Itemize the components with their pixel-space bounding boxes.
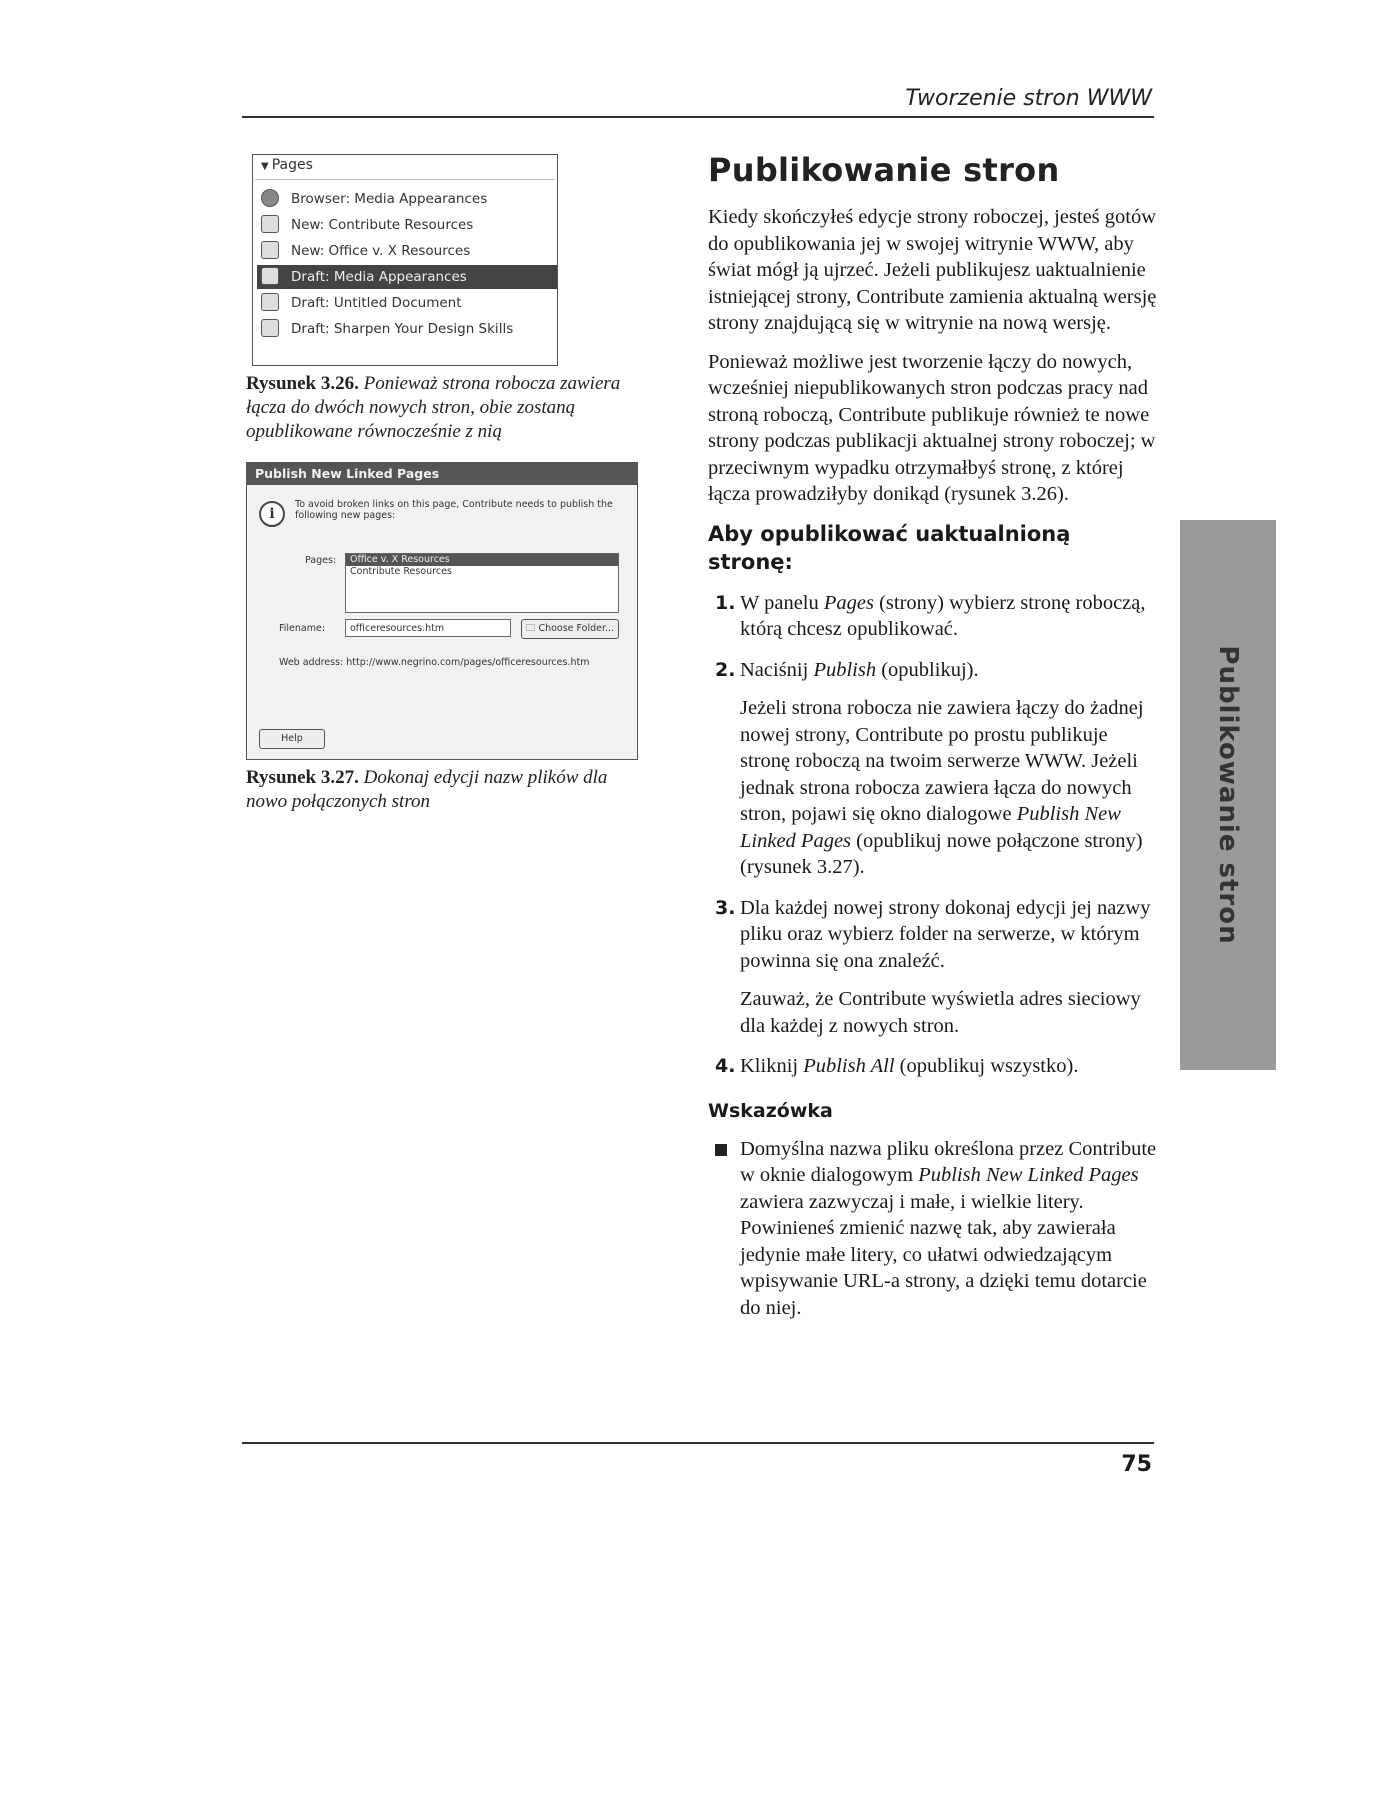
step-text: W panelu <box>740 591 824 614</box>
step-emphasis: Publish New Linked Pages <box>740 803 1121 852</box>
main-column <box>708 150 1158 1333</box>
pages-list <box>345 553 619 613</box>
step-3 <box>708 895 1158 1040</box>
paragraph: Ponieważ możliwe jest tworzenie łączy do nowych, wcześniej niepublikowanych stron podczas pracy nad stroną roboczą, Contribute publikuje również te nowe strony podczas publikacji aktualnej strony roboczej; w przeciwnym wypadku otrzymałbyś stronę, z której łącza prowadziłyby donikąd (rysunek 3.26). <box>708 350 1156 505</box>
figure-caption-327 <box>246 766 636 814</box>
tip-text: Domyślna nazwa pliku określona przez Contribute w oknie dialogowym <box>740 1137 1157 1186</box>
page-row-label: Draft: Sharpen Your Design Skills <box>291 321 514 337</box>
step-note: Zauważ, że Contribute wyświetla adres sieciowy dla każdej z nowych stron. <box>740 988 1141 1037</box>
list-item: Contribute Resources <box>350 566 452 577</box>
footer-rule <box>242 1442 1154 1444</box>
caption-label: Rysunek 3.26. <box>246 373 359 394</box>
page-icon <box>261 293 279 311</box>
pages-panel-title: Pages <box>271 157 313 173</box>
running-header: Tworzenie stron WWW <box>905 86 1152 111</box>
folder-icon: 🗀 <box>525 623 539 634</box>
page-row <box>261 239 551 263</box>
page-icon <box>261 241 279 259</box>
step-note: Jeżeli strona robocza nie zawiera łączy do żadnej nowej strony, Contribute po prostu publikuje stronę roboczą na twoim serwerze WWW. Jeżeli jednak strona robocza zawiera łącza do nowych stron, pojawi się okno dialogowe <box>740 697 1144 825</box>
choose-folder-button <box>521 619 619 639</box>
step-1 <box>708 590 1158 643</box>
page-row-label: Browser: Media Appearances <box>291 191 488 207</box>
paragraph: Kiedy skończyłeś edycje strony roboczej, jesteś gotów do opublikowania jej w swojej witrynie WWW, aby świat mógł ją ujrzeć. Jeżeli publikujesz uaktualnienie istniejącej strony, Contribute zamienia aktualną wersję strony znajdującą się w witrynie na nową wersję. <box>708 206 1157 334</box>
page-row <box>261 317 551 341</box>
dialog-title: Publish New Linked Pages <box>247 463 637 485</box>
pages-panel-screenshot <box>252 154 558 366</box>
step-emphasis: Publish <box>813 658 877 681</box>
tip-emphasis: Publish New Linked Pages <box>918 1164 1139 1186</box>
step-number: 1. <box>715 591 736 614</box>
page-icon <box>261 267 279 285</box>
step-emphasis: Pages <box>823 591 874 614</box>
page-icon <box>261 319 279 337</box>
step-text: Naciśnij <box>740 658 814 681</box>
step-number: 3. <box>715 896 736 919</box>
tip-heading: Wskazówka <box>708 1099 833 1122</box>
step-number: 4. <box>715 1055 736 1077</box>
page-row <box>261 291 551 315</box>
page-row-label: New: Office v. X Resources <box>291 243 471 259</box>
page-row-label: New: Contribute Resources <box>291 217 474 233</box>
tip-item <box>708 1136 1158 1322</box>
page-row <box>261 187 551 211</box>
pages-label: Pages: <box>305 555 337 566</box>
page-number: 75 <box>1121 1452 1152 1477</box>
filename-field: officeresources.htm <box>345 619 511 637</box>
page-row <box>261 213 551 237</box>
page-icon <box>261 215 279 233</box>
step-2 <box>708 657 1158 881</box>
step-text: Dla każdej nowej strony dokonaj edycji jej nazwy pliku oraz wybierz folder na serwerze, w którym powinna się ona znaleźć. <box>740 896 1151 972</box>
caption-text: Ponieważ strona robocza zawiera łącza do dwóch nowych stron, obie zostaną opublikowane równocześnie z nią <box>246 373 621 442</box>
list-item: Office v. X Resources <box>346 554 618 566</box>
side-tab-label: Publikowanie stron <box>1213 645 1243 945</box>
page-row-selected <box>257 265 557 289</box>
step-text: (opublikuj wszystko). <box>894 1055 1079 1077</box>
divider <box>255 179 555 180</box>
step-emphasis: Publish All <box>803 1055 895 1077</box>
choose-folder-label: Choose Folder... <box>538 623 615 634</box>
step-number: 2. <box>715 658 736 681</box>
procedure-heading: Aby opublikować uaktualnioną stronę: <box>708 521 1071 574</box>
pages-panel-header <box>261 157 313 173</box>
dialog-message: To avoid broken links on this page, Contribute needs to publish the following new pages: <box>295 499 613 521</box>
header-rule <box>242 116 1154 118</box>
step-4 <box>708 1053 1158 1080</box>
web-address: Web address: http://www.negrino.com/pages/officeresources.htm <box>279 657 590 668</box>
square-bullet-icon <box>715 1144 727 1156</box>
info-icon: i <box>259 501 285 527</box>
globe-icon <box>261 189 279 207</box>
step-note: (opublikuj nowe połączone strony) (rysunek 3.27). <box>740 829 1143 878</box>
step-text: (strony) wybierz stronę roboczą, którą chcesz opublikować. <box>740 591 1146 640</box>
step-text: Kliknij <box>740 1055 804 1077</box>
caption-text: Dokonaj edycji nazw plików dla nowo połączonych stron <box>246 767 608 812</box>
page-row-label: Draft: Media Appearances <box>291 269 467 285</box>
help-button: Help <box>259 729 325 749</box>
tip-text: zawiera zazwyczaj i małe, i wielkie litery. Powinieneś zmienić nazwę tak, aby zawierała jedynie małe litery, co ułatwi odwiedzającym wpisywanie URL-a strony, a dzięki temu dotarcie do niej. <box>740 1190 1147 1319</box>
step-text: (opublikuj). <box>876 658 979 681</box>
caption-label: Rysunek 3.27. <box>246 767 359 788</box>
filename-label: Filename: <box>279 623 326 634</box>
page-row-label: Draft: Untitled Document <box>291 295 462 311</box>
chapter-side-tab <box>1180 520 1276 1070</box>
publish-dialog-screenshot <box>246 462 638 760</box>
section-title: Publikowanie stron <box>708 151 1060 189</box>
figure-caption-326 <box>246 372 636 444</box>
triangle-down-icon: ▼ <box>261 161 269 172</box>
